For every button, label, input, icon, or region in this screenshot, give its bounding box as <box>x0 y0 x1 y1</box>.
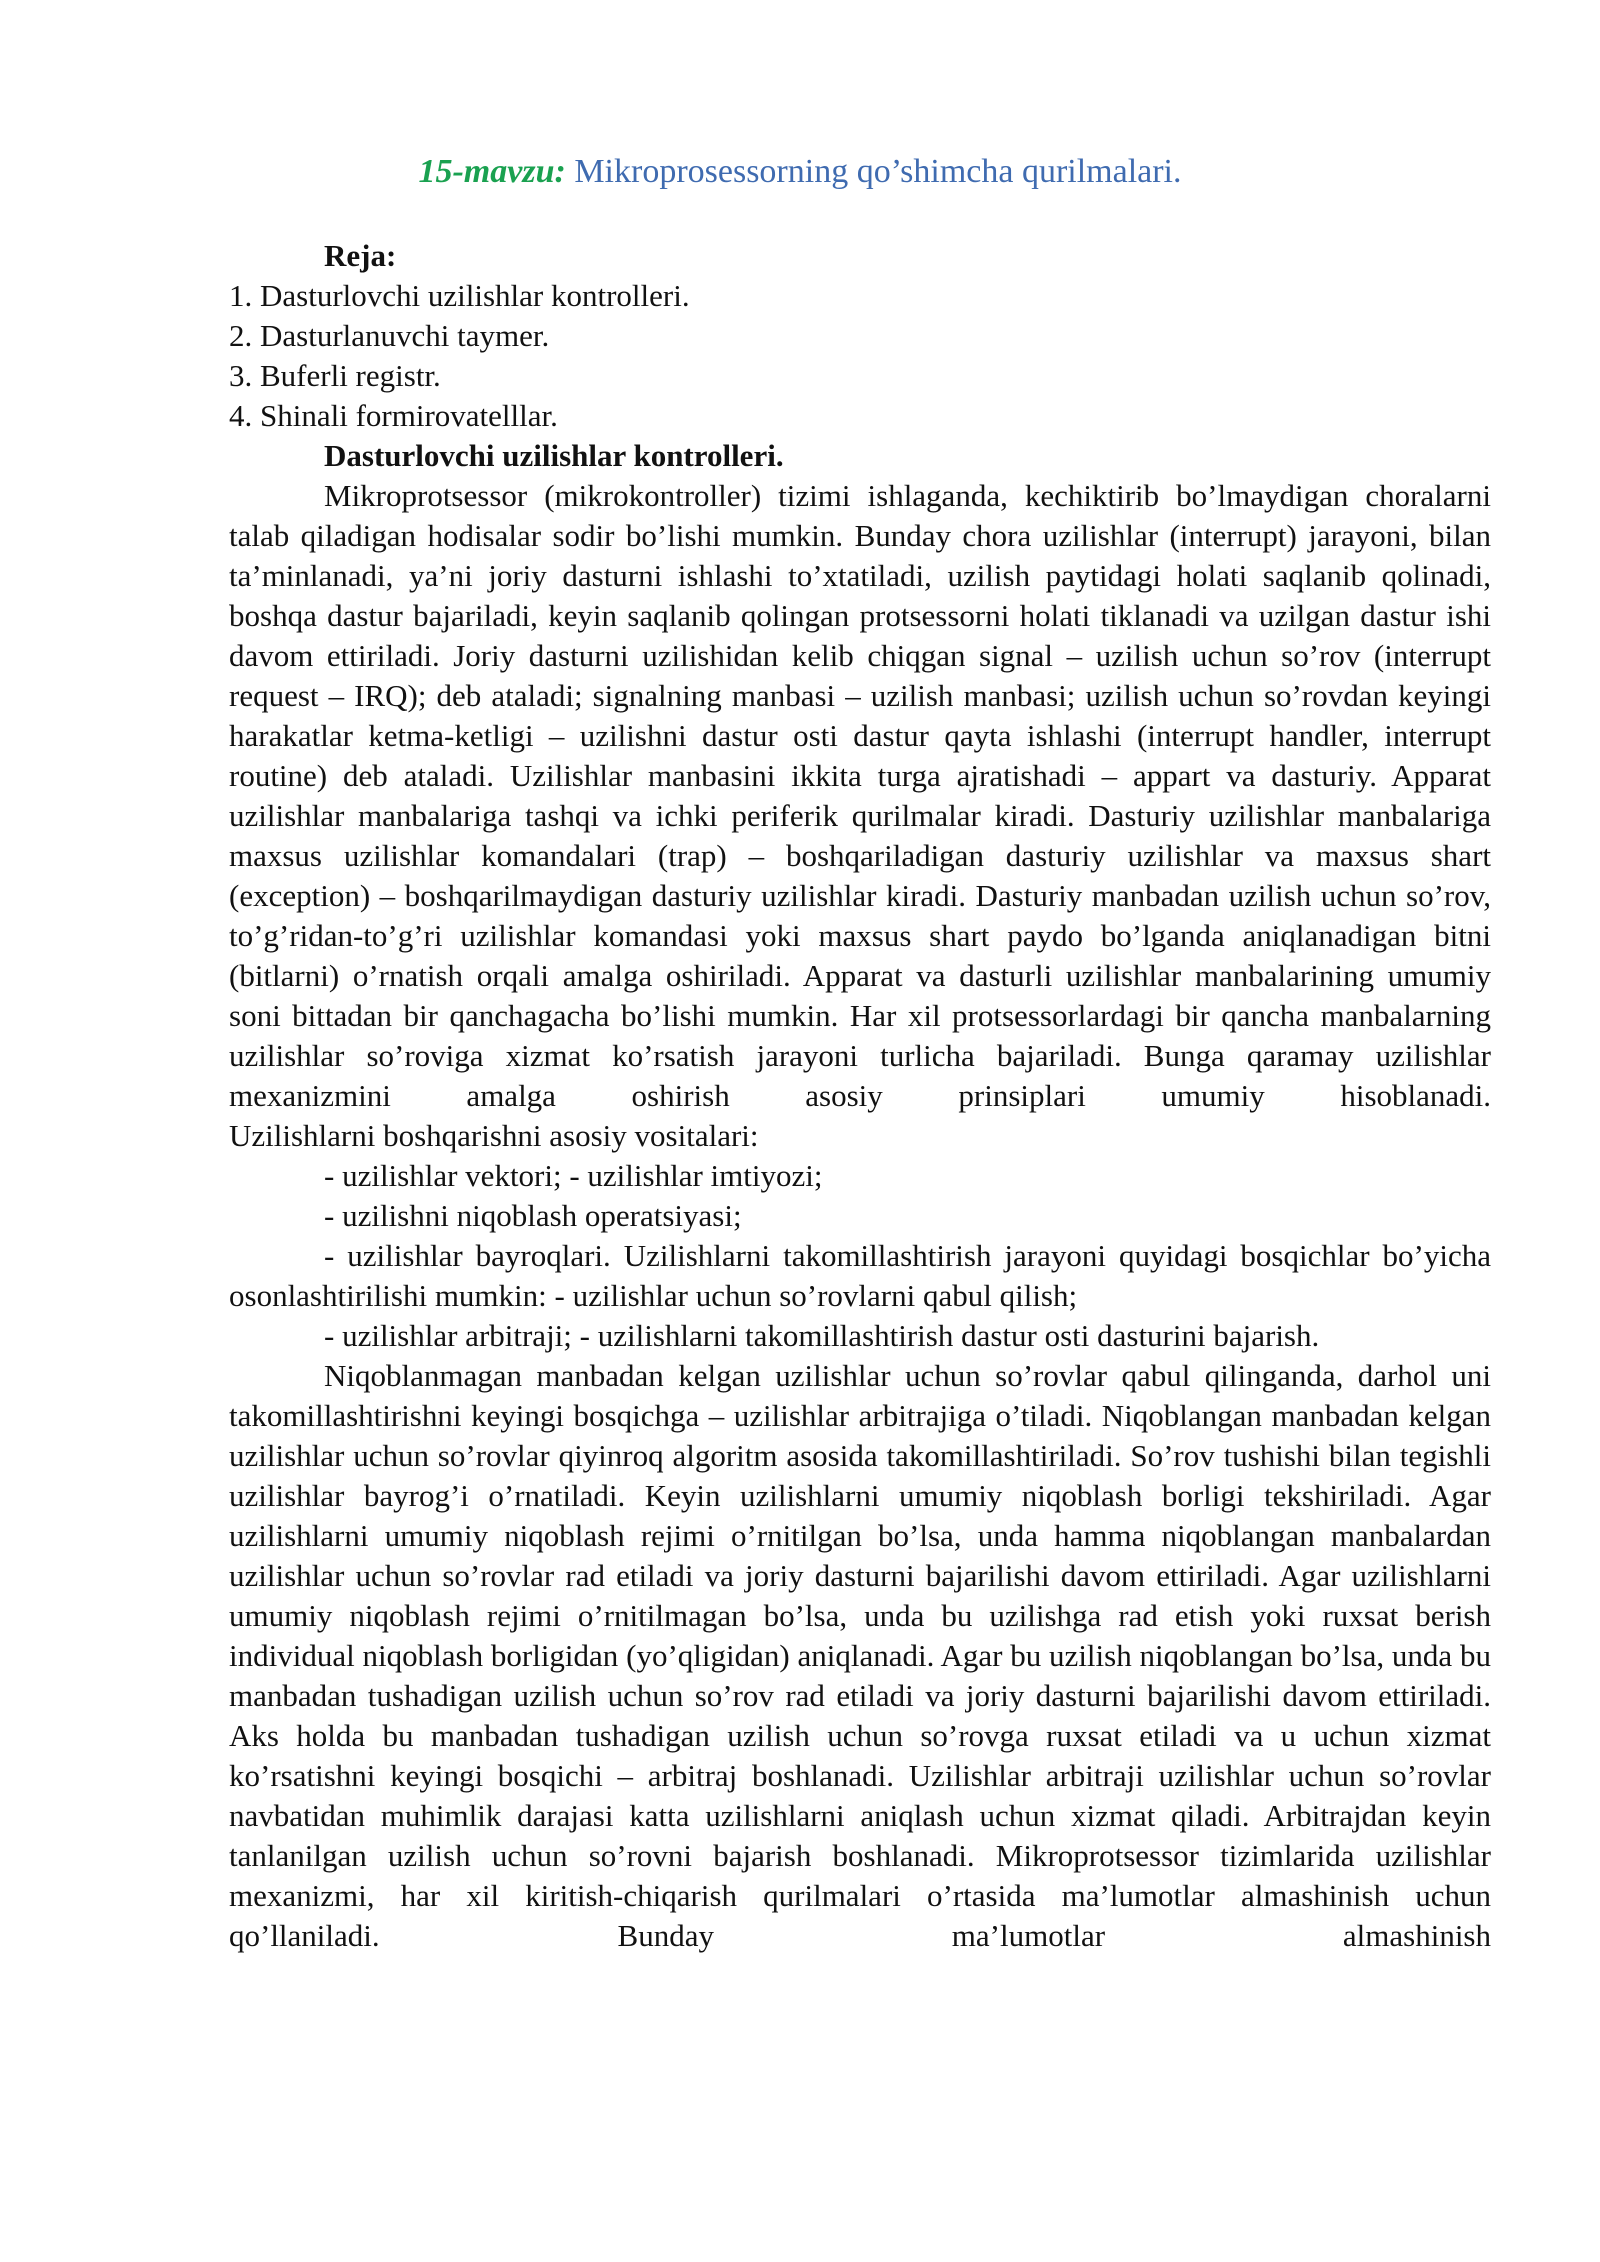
plan-item: 1. Dasturlovchi uzilishlar kontrolleri. <box>229 278 690 313</box>
bullet-line: - uzilishlar arbitraji; - uzilishlarni takomillashtirish dastur osti dasturini bajarish. <box>324 1318 1320 1353</box>
plan-item: 2. Dasturlanuvchi taymer. <box>229 318 550 353</box>
plan-heading: Reja: <box>324 238 397 273</box>
paragraph: Niqoblanmagan manbadan kelgan uzilishlar uchun so’rovlar qabul qilinganda, darhol uni takomillashtirishni keyingi bosqichga – uzilishlar arbitrajiga o’tiladi. Niqoblangan manbadan kelgan uzilishlar uchun so’rovlar qiyinroq algoritm asosida takomillashtiriladi. So’rov tushishi bilan tegishli uzilishlar bayrog’i o’rnatiladi. Keyin uzilishlarni umumiy niqoblash borligi tekshiriladi. Agar uzilishlarni umumiy niqoblash rejimi o’rnitilgan bo’lsa, unda hamma niqoblangan manbalardan uzilishlar uchun so’rovlar rad etiladi va joriy dasturni bajarilishi davom ettiriladi. Agar uzilishlarni umumiy niqoblash rejimi o’rnitilmagan bo’lsa, unda bu uzilishga rad etish yoki ruxsat berish individual niqoblash borligidan (yo’qligidan) aniqlanadi. Agar bu uzilish niqoblangan bo’lsa, unda bu manbadan tushadigan uzilish uchun so’rov rad etiladi va joriy dasturni bajarilishi davom ettiriladi. Aks holda bu manbadan tushadigan uzilish uchun so’rovga ruxsat etiladi va u uchun xizmat ko’rsatishni keyingi bosqichi – arbitraj boshlanadi. Uzilishlar arbitraji uzilishlar uchun so’rovlar navbatidan muhimlik darajasi katta uzilishlarni aniqlash uchun xizmat qiladi. Arbitrajdan keyin tanlanilgan uzilish uchun so’rovni bajarish boshlanadi. Mikroprotsessor tizimlarida uzilishlar mexanizmi, har xil kiritish-chiqarish qurilmalari o’rtasida ma’lumotlar almashinish uchun qo’llaniladi. Bunday ma’lumotlar almashinish <box>229 1358 1491 1953</box>
title-number: 15-mavzu: <box>418 153 566 190</box>
bullet-paragraph: - uzilishlar bayroqlari. Uzilishlarni takomillashtirish jarayoni quyidagi bosqichlar bo’yicha osonlashtirilishi mumkin: - uzilishlar uchun so’rovlarni qabul qilish; <box>229 1238 1491 1313</box>
bullet-line: - uzilishni niqoblash operatsiyasi; <box>324 1198 742 1233</box>
paragraph: Mikroprotsessor (mikrokontroller) tizimi ishlaganda, kechiktirib bo’lmaydigan choralarni talab qiladigan hodisalar sodir bo’lishi mumkin. Bunday chora uzilishlar (interrupt) jarayoni, bilan ta’minlanadi, ya’ni joriy dasturni ishlashi to’xtatiladi, uzilish paytidagi holati saqlanib qolinadi, boshqa dastur bajariladi, keyin saqlanib qolingan protsessorni holati tiklanadi va uzilgan dastur ishi davom ettiriladi. Joriy dasturni uzilishidan kelib chiqgan signal – uzilish uchun so’rov (interrupt request – IRQ); deb ataladi; signalning manbasi – uzilish manbasi; uzilish uchun so’rovdan keyingi harakatlar ketma-ketligi – uzilishni dastur osti dastur qayta ishlashi (interrupt handler, interrupt routine) deb ataladi. Uzilishlar manbasini ikkita turga ajratishadi – appart va dasturiy. Apparat uzilishlar manbalariga tashqi va ichki periferik qurilmalar kiradi. Dasturiy uzilishlar manbalariga maxsus uzilishlar komandalari (trap) – boshqariladigan dasturiy uzilishlar va maxsus shart (exception) – boshqarilmaydigan dasturiy uzilishlar kiradi. Dasturiy manbadan uzilish uchun so’rov, to’g’ridan-to’g’ri uzilishlar komandasi yoki maxsus shart paydo bo’lganda aniqlanadigan bitni (bitlarni) o’rnatish orqali amalga oshiriladi. Apparat va dasturli uzilishlar manbalarining umumiy soni bittadan bir qanchagacha bo’lishi mumkin. Har xil protsessorlardagi bir qancha manbalarning uzilishlar so’roviga xizmat ko’rsatish jarayoni turlicha bajariladi. Bunga qaramay uzilishlar mexanizmini amalga oshirish asosiy prinsiplari umumiy hisoblanadi. <box>229 478 1491 1113</box>
paragraph-line: Uzilishlarni boshqarishni asosiy vositalari: <box>229 1118 759 1153</box>
plan-item: 4. Shinali formirovatelllar. <box>229 398 558 433</box>
document-body <box>229 236 1491 1956</box>
section-heading: Dasturlovchi uzilishlar kontrolleri. <box>324 438 784 473</box>
plan-item: 3. Buferli registr. <box>229 358 441 393</box>
page-title <box>0 152 1600 192</box>
title-text: Mikroprosessorning qo’shimcha qurilmalari. <box>565 153 1182 190</box>
bullet-line: - uzilishlar vektori; - uzilishlar imtiyozi; <box>324 1158 823 1193</box>
